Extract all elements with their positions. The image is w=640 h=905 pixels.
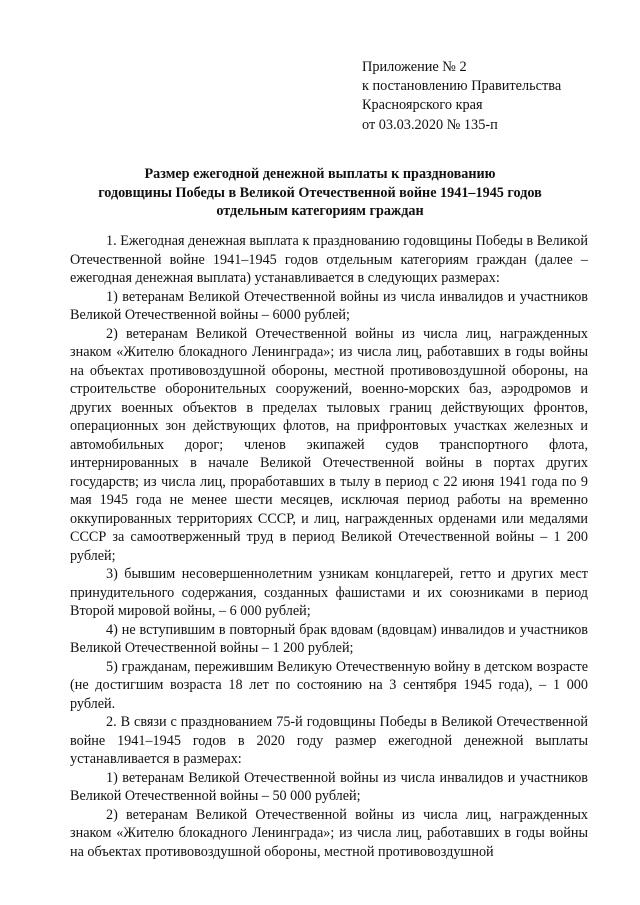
annex-date: от 03.03.2020 № 135-п [362,116,498,133]
paragraph-1-item-3: 3) бывшим несовершеннолетним узникам концлагерей, гетто и других мест принудительного содержания, созданных фашистами и их союзниками в период Второй мировой войны, – 6 000 рублей; [70,566,588,619]
document-body [70,232,588,861]
annex-region: Красноярского края [362,97,483,114]
title-line-3: отдельным категориям граждан [216,203,424,219]
paragraph-2-item-2: 2) ветеранам Великой Отечественной войны из числа лиц, награжденных знаком «Жителю блокадного Ленинграда»; из числа лиц, работавших в годы войны на объектах противовоздушной обороны, местной противовоздушной [70,806,588,860]
paragraph-1-item-4: 4) не вступившим в повторный брак вдовам (вдовцам) инвалидов и участников Великой Отечественной войны – 1 200 рублей; [70,621,588,656]
paragraph-1: 1. Ежегодная денежная выплата к празднованию годовщины Победы в Великой Отечественной войне 1941–1945 годов отдельным категориям граждан (далее – ежегодная денежная выплата) устанавливается в следующих размерах: [70,233,588,286]
title-line-2: годовщины Победы в Великой Отечественной войне 1941–1945 годов [98,184,542,201]
title-line-1: Размер ежегодной денежной выплаты к празднованию [144,166,496,182]
paragraph-1-item-5: 5) гражданам, пережившим Великую Отечественную войну в детском возрасте (не достигшим возраста 18 лет по состоянию на 3 сентября 1945 года), – 1 000 рублей. [70,658,588,712]
annex-number: Приложение № 2 [362,59,467,75]
paragraph-2-item-1: 1) ветеранам Великой Отечественной войны из числа инвалидов и участников Великой Отечественной войны – 50 000 рублей; [70,769,588,804]
annex-header [362,58,622,135]
paragraph-2: 2. В связи с празднованием 75-й годовщины Победы в Великой Отечественной войне 1941–1945 годов в 2020 году размер ежегодной денежной выплаты устанавливается в размерах: [70,714,588,767]
annex-reference: к постановлению Правительства [362,78,562,95]
document-title [90,165,550,221]
paragraph-1-item-2: 2) ветеранам Великой Отечественной войны из числа лиц, награжденных знаком «Жителю блокадного Ленинграда»; из числа лиц, работавших в годы войны на объектах противовоздушной обороны, местной противовоздушной обороны, на строительстве оборонительных сооружений, военно-морских баз, аэродромов и других военных объектов в пределах тыловых границ действующих фронтов, операционных зон действующих флотов, на прифронтовых участках железных и автомобильных дорог; членов экипажей судов транспортного флота, интернированных в начале Великой Отечественной войны в портах других государств; из числа лиц, проработавших в тылу в период с 22 июня 1941 года по 9 мая 1945 года не менее шести месяцев, исключая период работы на временно оккупированных территориях СССР, и лиц, награжденных орденами или медалями СССР за самоотверженный труд в период Великой Отечественной войны – 1 200 рублей; [70,325,588,564]
paragraph-1-item-1: 1) ветеранам Великой Отечественной войны из числа инвалидов и участников Великой Отечественной войны – 6000 рублей; [70,288,588,323]
